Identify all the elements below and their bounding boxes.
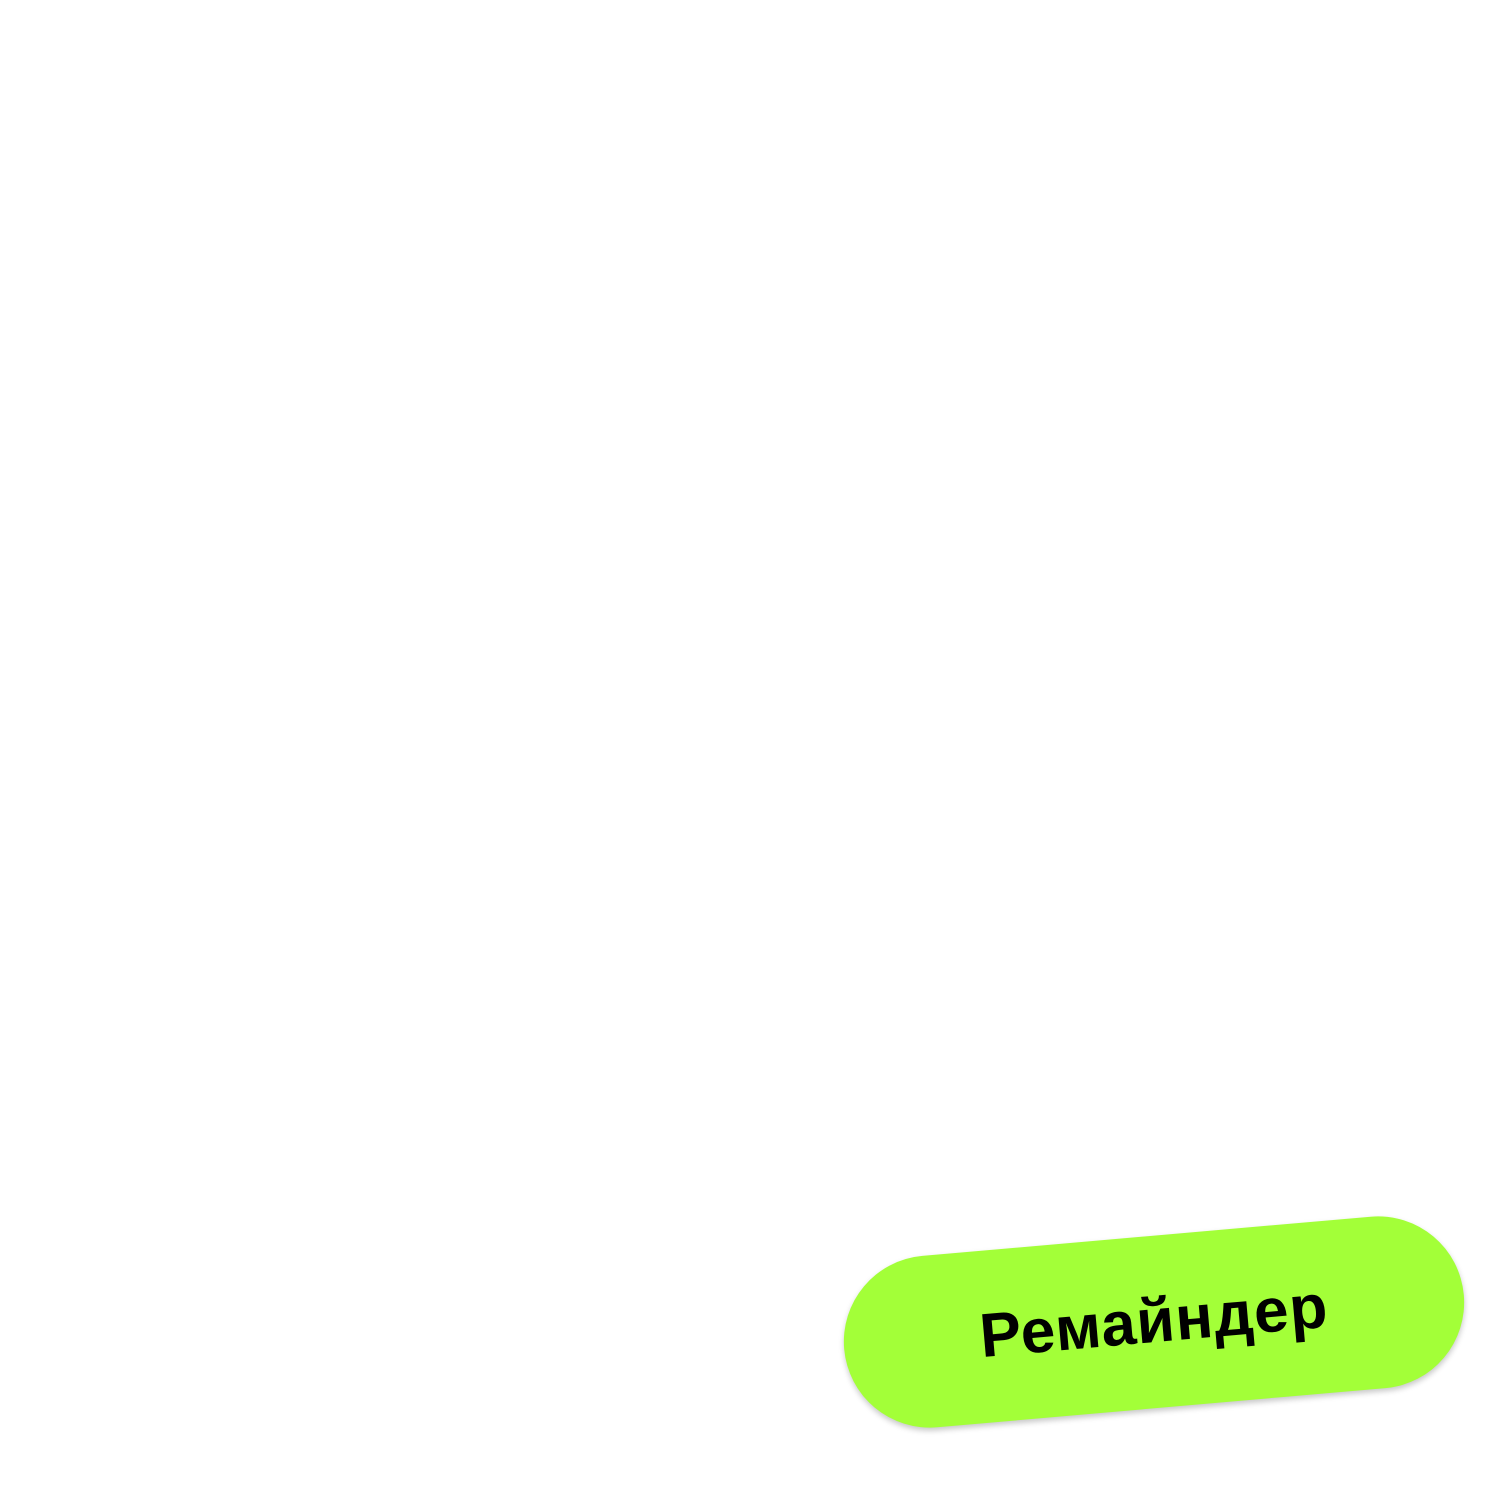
reminder-tag-label: Ремайндер	[976, 1271, 1331, 1372]
reminder-tag[interactable]	[837, 1209, 1472, 1435]
